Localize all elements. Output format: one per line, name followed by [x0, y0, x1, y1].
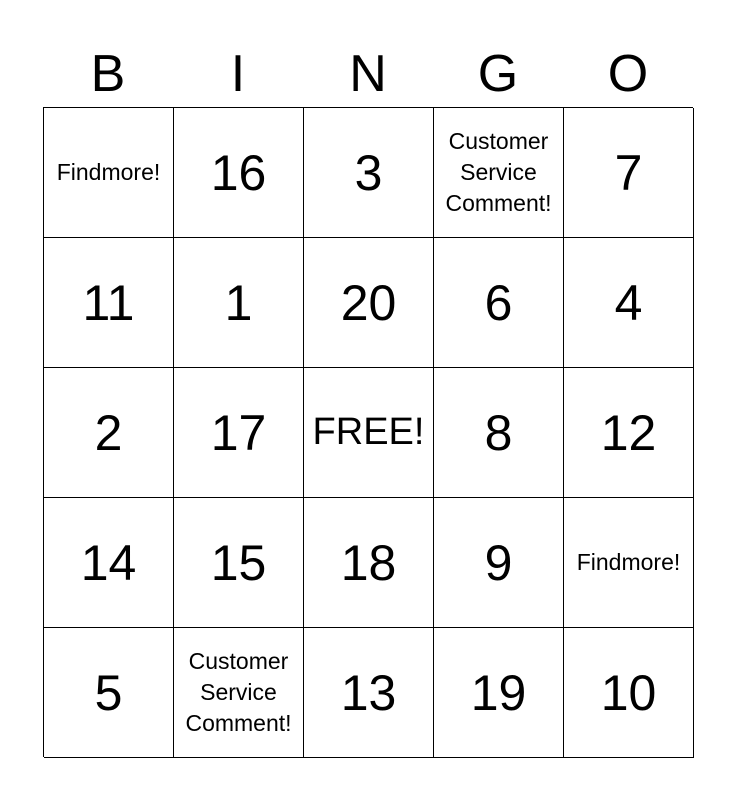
header-letter-n: N — [349, 45, 387, 103]
free-space-cell[interactable]: FREE! — [304, 368, 434, 498]
bingo-cell[interactable]: 12 — [564, 368, 694, 498]
bingo-cell[interactable]: 19 — [434, 628, 564, 758]
bingo-cell[interactable]: Customer Service Comment! — [174, 628, 304, 758]
bingo-cell[interactable]: 18 — [304, 498, 434, 628]
bingo-cell[interactable]: 5 — [44, 628, 174, 758]
bingo-cell[interactable]: 20 — [304, 238, 434, 368]
bingo-cell[interactable]: 4 — [564, 238, 694, 368]
bingo-board — [43, 107, 693, 757]
header-letter-g: G — [477, 45, 519, 103]
bingo-cell[interactable]: Findmore! — [564, 498, 694, 628]
bingo-cell[interactable]: 3 — [304, 108, 434, 238]
bingo-cell[interactable]: 9 — [434, 498, 564, 628]
bingo-cell[interactable]: 1 — [174, 238, 304, 368]
bingo-header — [43, 42, 693, 106]
bingo-cell[interactable]: 8 — [434, 368, 564, 498]
bingo-cell[interactable]: 11 — [44, 238, 174, 368]
bingo-cell[interactable]: 16 — [174, 108, 304, 238]
header-letter-o: O — [607, 45, 649, 103]
bingo-cell[interactable]: Findmore! — [44, 108, 174, 238]
header-letter-i: I — [230, 45, 246, 103]
bingo-cell[interactable]: 15 — [174, 498, 304, 628]
bingo-cell[interactable]: 17 — [174, 368, 304, 498]
bingo-cell[interactable]: 10 — [564, 628, 694, 758]
bingo-cell[interactable]: 13 — [304, 628, 434, 758]
header-letter-b: B — [90, 45, 126, 103]
bingo-cell[interactable]: 7 — [564, 108, 694, 238]
bingo-cell[interactable]: Customer Service Comment! — [434, 108, 564, 238]
bingo-cell[interactable]: 2 — [44, 368, 174, 498]
bingo-cell[interactable]: 14 — [44, 498, 174, 628]
bingo-cell[interactable]: 6 — [434, 238, 564, 368]
